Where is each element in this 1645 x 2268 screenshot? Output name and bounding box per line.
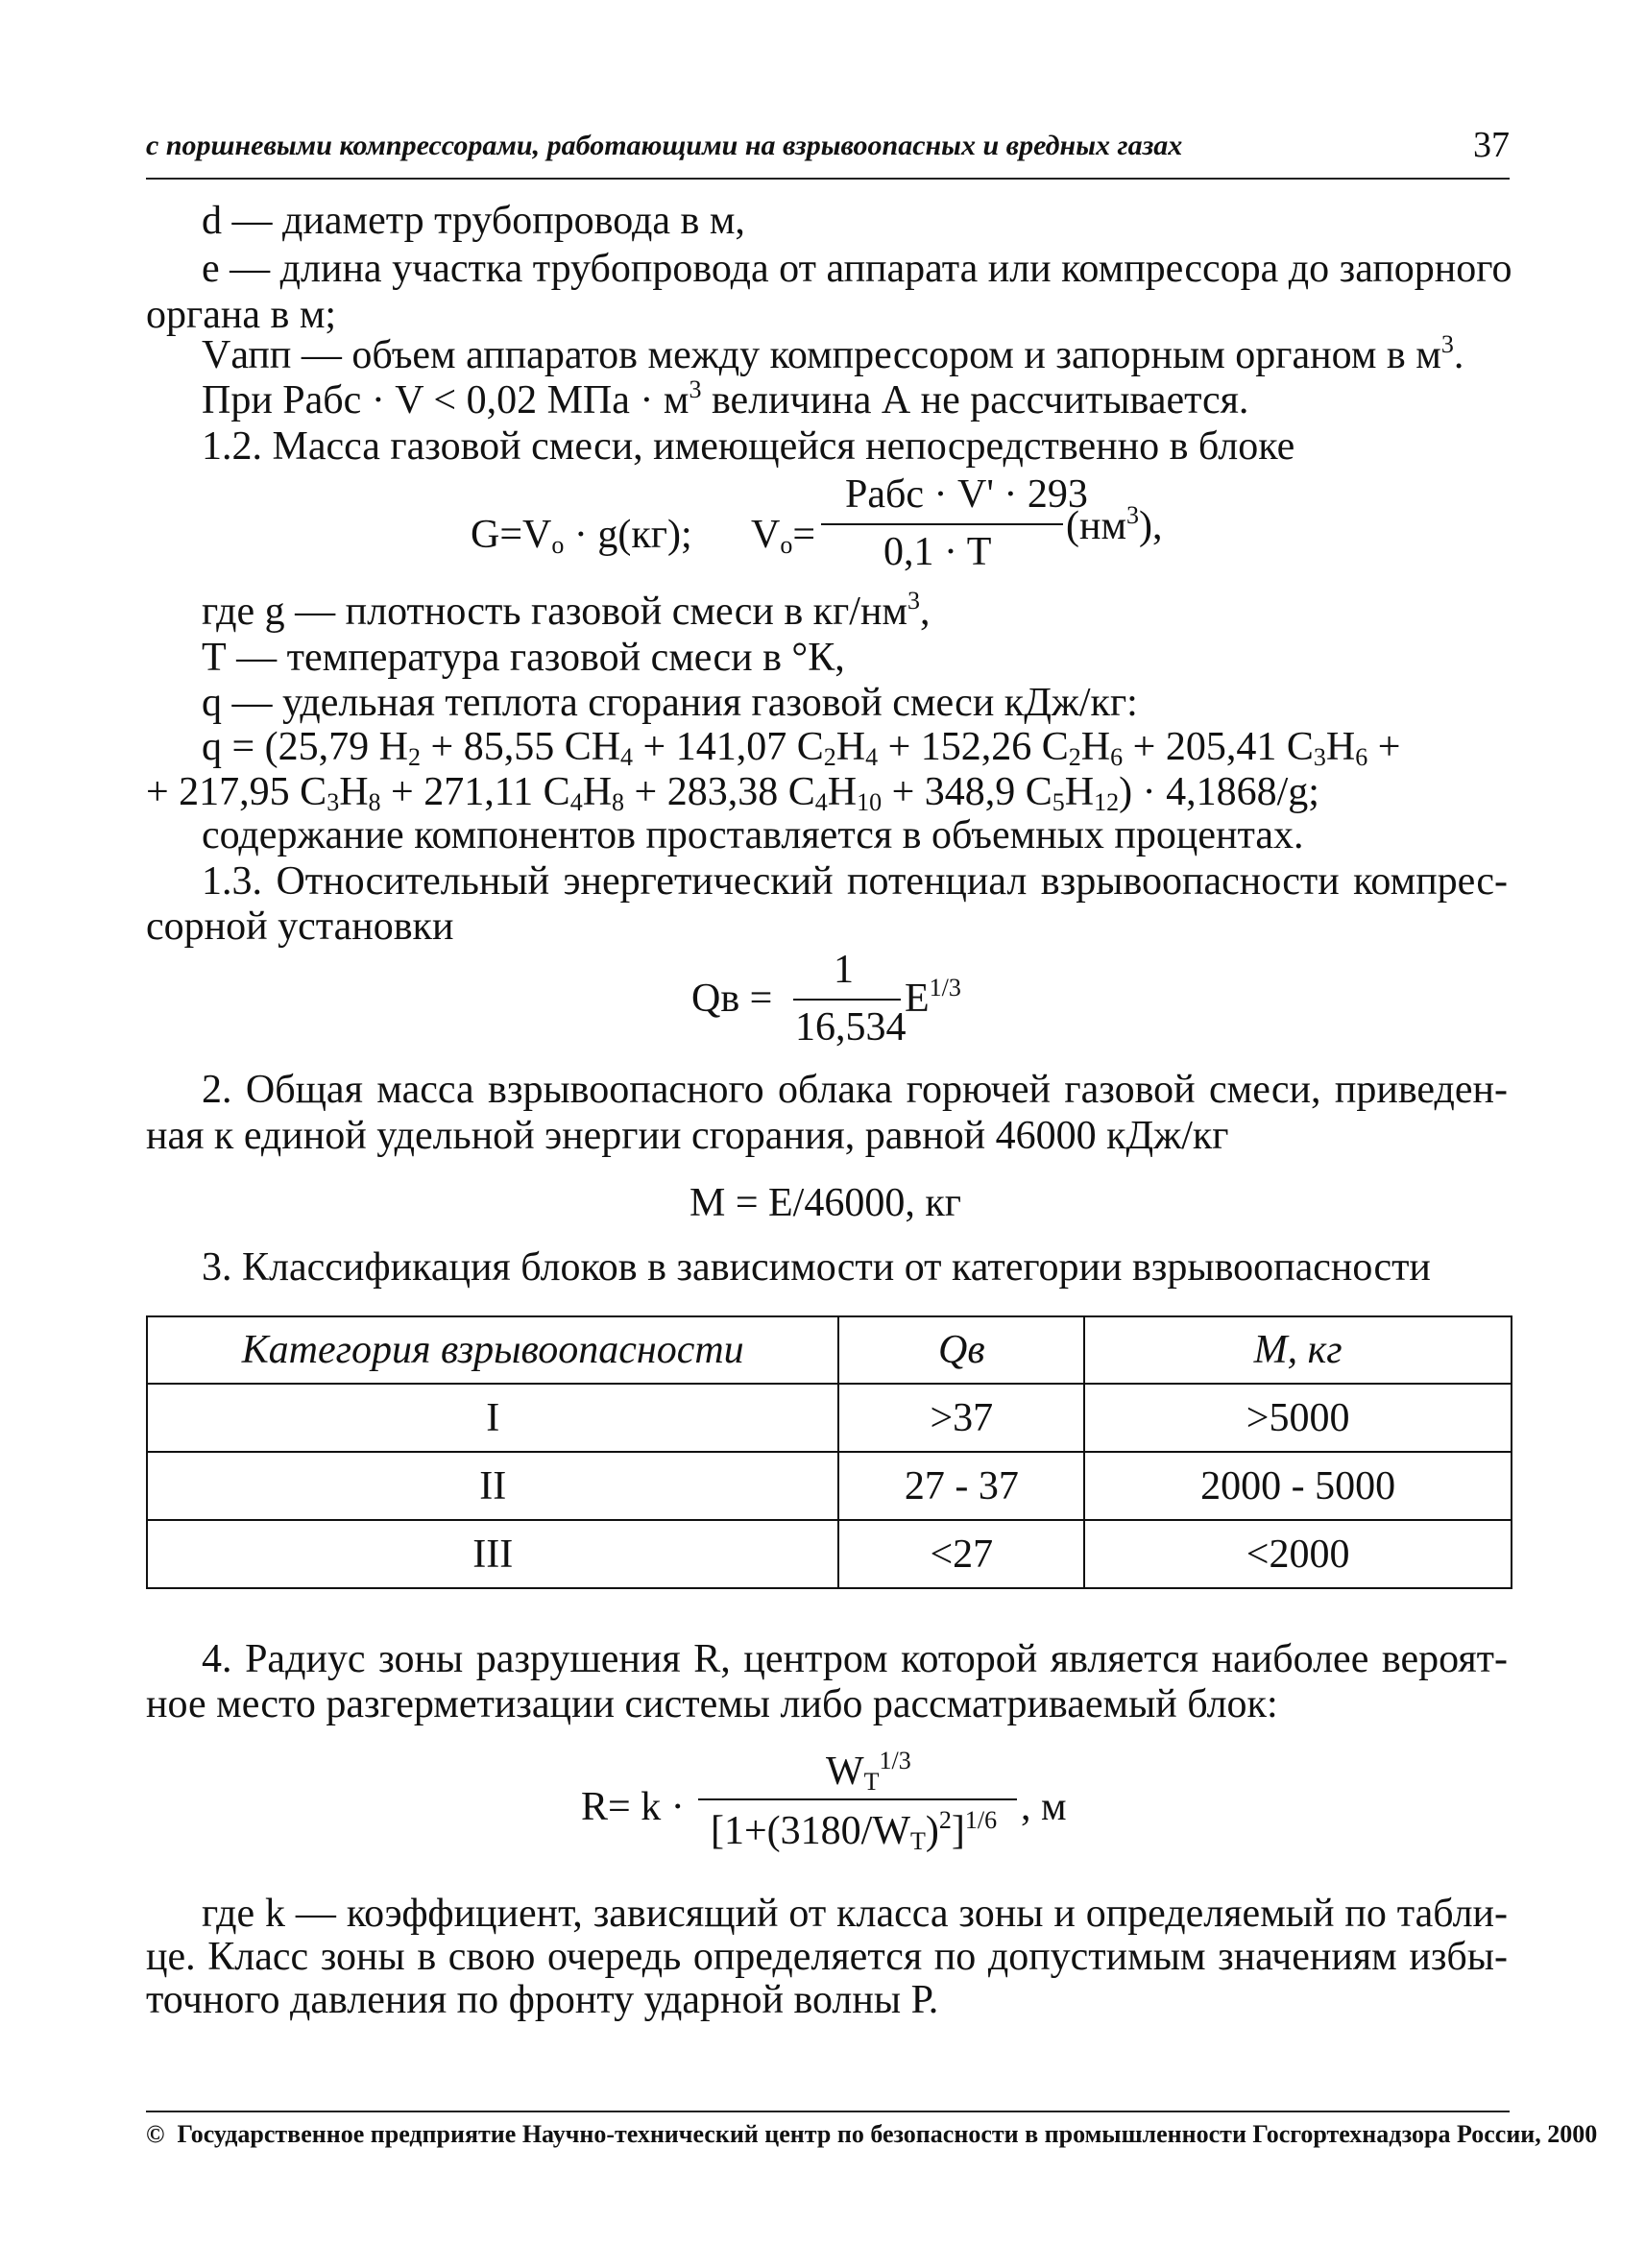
table-row bbox=[147, 1452, 1512, 1520]
v0-symbol: V bbox=[751, 513, 781, 557]
r-den-sub: T bbox=[909, 1827, 926, 1855]
r-denominator bbox=[711, 1807, 997, 1855]
r-den-b: ) bbox=[925, 1809, 939, 1853]
vapp-sup: 3 bbox=[1440, 330, 1454, 358]
formula-g-left bbox=[471, 511, 692, 559]
v0-unit bbox=[1066, 502, 1163, 550]
q-formula-1-text: H bbox=[1080, 725, 1111, 769]
footer-rule bbox=[146, 2111, 1510, 2112]
q-formula-1-text: + bbox=[1367, 725, 1401, 769]
vapp-end: . bbox=[1453, 333, 1464, 377]
footer-text: Государственное предприятие Научно-технический центр по безопасности в промышленности Госгортехнадзора России, 2000 bbox=[177, 2120, 1598, 2148]
q-formula-2-text: + 348,9 C bbox=[882, 770, 1052, 814]
r-num-w: W bbox=[826, 1749, 864, 1794]
vapp-definition bbox=[202, 331, 1464, 379]
q-formula-1-subscript: 4 bbox=[620, 743, 634, 771]
r-den-sup2: 1/6 bbox=[964, 1806, 998, 1834]
q-formula-2-subscript: 5 bbox=[1052, 788, 1065, 816]
table-cell: III bbox=[147, 1520, 838, 1588]
q-formula-2-subscript: 10 bbox=[857, 788, 883, 816]
header-qv: Qв bbox=[838, 1316, 1084, 1384]
q-formula-1-subscript: 2 bbox=[1068, 743, 1081, 771]
q-formula-1-text: H bbox=[1325, 725, 1356, 769]
pabs-text-b: величина А не рассчитывается. bbox=[701, 378, 1249, 422]
section-3: 3. Классификация блоков в зависимости от категории взрывоопасности bbox=[202, 1245, 1431, 1290]
table-cell: 2000 - 5000 bbox=[1084, 1452, 1512, 1520]
pabs-condition bbox=[202, 376, 1248, 424]
table-header-row bbox=[147, 1316, 1512, 1384]
page-number: 37 bbox=[1473, 125, 1510, 165]
header-mass: M, кг bbox=[1084, 1316, 1512, 1384]
q-formula-1-subscript: 2 bbox=[823, 743, 836, 771]
g-lhs-rest: · g(кг); bbox=[564, 513, 692, 557]
v0-fraction-bar bbox=[821, 523, 1063, 525]
v0-unit-a: (нм bbox=[1066, 504, 1127, 548]
q-formula-1-text: q = (25,79 H bbox=[202, 725, 409, 769]
r-num-sub: T bbox=[863, 1768, 880, 1796]
q-formula-2-text: + 271,11 C bbox=[380, 770, 570, 814]
q-formula-line-1 bbox=[202, 723, 1400, 771]
qv-rhs bbox=[905, 975, 961, 1023]
k-definition-line-3: точного давления по фронту ударной волны Р. bbox=[146, 1978, 939, 2022]
q-formula-2-text: H bbox=[582, 770, 613, 814]
header-title: с поршневыми компрессорами, работающими на взрывоопасных и вредных газах bbox=[146, 130, 1183, 161]
r-unit: , м bbox=[1021, 1785, 1067, 1829]
r-lhs: R= k · bbox=[581, 1785, 685, 1829]
q-formula-2-subscript: 4 bbox=[569, 788, 583, 816]
r-numerator bbox=[826, 1748, 911, 1796]
section-4-line-2: ное место разгерметизации системы либо рассматриваемый блок: bbox=[146, 1682, 1278, 1726]
d-definition: d — диаметр трубопровода в м, bbox=[202, 199, 745, 243]
e-definition-line-1: е — длина участка трубопровода от аппарата или компрессора до запорного bbox=[202, 247, 1512, 291]
q-formula-2-subscript: 12 bbox=[1094, 788, 1120, 816]
section-4-line-1: 4. Радиус зоны разрушения R, центром которой является наиболее вероят- bbox=[202, 1637, 1508, 1681]
g-lhs: G=V bbox=[471, 513, 552, 557]
qv-fraction-bar bbox=[793, 999, 901, 1001]
section-2-line-2: ная к единой удельной энергии сгорания, равной 46000 кДж/кг bbox=[146, 1114, 1229, 1158]
table-row bbox=[147, 1520, 1512, 1588]
qv-lhs: Qв = bbox=[691, 977, 773, 1021]
section-1-2: 1.2. Масса газовой смеси, имеющейся непосредственно в блоке bbox=[202, 424, 1295, 469]
g-definition bbox=[202, 588, 931, 636]
q-formula-1-subscript: 2 bbox=[408, 743, 422, 771]
table-row bbox=[147, 1384, 1512, 1452]
pabs-sup: 3 bbox=[689, 375, 702, 403]
section-1-3-line-1: 1.3. Относительный энергетический потенциал взрывоопасности компрес- bbox=[202, 859, 1508, 904]
r-den-a: [1+(3180/W bbox=[711, 1809, 910, 1853]
v0-unit-b: ), bbox=[1139, 504, 1163, 548]
table-cell: <2000 bbox=[1084, 1520, 1512, 1588]
r-den-sup1: 2 bbox=[938, 1806, 952, 1834]
g-def-text: где g — плотность газовой смеси в кг/нм bbox=[202, 590, 907, 634]
q-formula-line-2 bbox=[146, 768, 1319, 816]
g-lhs-sub: o bbox=[551, 531, 565, 559]
v0-denominator: 0,1 · T bbox=[883, 530, 992, 574]
qv-e-sup: 1/3 bbox=[929, 974, 961, 1001]
v0-eq: = bbox=[792, 513, 816, 557]
q-formula-2-subscript: 4 bbox=[814, 788, 828, 816]
q-formula-1-text: + 152,26 C bbox=[878, 725, 1069, 769]
q-formula-2-subscript: 8 bbox=[368, 788, 381, 816]
qv-e: E bbox=[905, 977, 930, 1021]
g-def-end: , bbox=[920, 590, 931, 634]
r-fraction-bar bbox=[698, 1798, 1017, 1800]
table-cell: >5000 bbox=[1084, 1384, 1512, 1452]
v0-numerator: Рабс · V' · 293 bbox=[845, 472, 1088, 517]
r-num-sup: 1/3 bbox=[879, 1747, 911, 1774]
v0-unit-sup: 3 bbox=[1126, 501, 1140, 529]
header-category: Категория взрывоопасности bbox=[147, 1316, 838, 1384]
pabs-text-a: При Рабс · V < 0,02 МПа · м bbox=[202, 378, 689, 422]
q-definition: q — удельная теплота сгорания газовой смеси кДж/кг: bbox=[202, 681, 1138, 725]
q-formula-2-subscript: 8 bbox=[612, 788, 625, 816]
q-formula-2-subscript: 3 bbox=[327, 788, 340, 816]
classification-table bbox=[146, 1315, 1512, 1589]
g-def-sup: 3 bbox=[907, 587, 920, 615]
q-formula-1-subscript: 3 bbox=[1313, 743, 1326, 771]
table-cell: I bbox=[147, 1384, 838, 1452]
q-formula-1-subscript: 6 bbox=[1355, 743, 1368, 771]
q-formula-2-text: H bbox=[1064, 770, 1095, 814]
q-formula-1-text: H bbox=[835, 725, 866, 769]
e-definition-line-2: органа в м; bbox=[146, 293, 337, 337]
vapp-text: Vапп — объем аппаратов между компрессором и запорным органом в м bbox=[202, 333, 1441, 377]
qv-denominator: 16,534 bbox=[795, 1005, 907, 1050]
qv-numerator: 1 bbox=[834, 948, 854, 992]
running-header bbox=[146, 125, 1510, 180]
q-formula-2-text: ) · 4,1868/g; bbox=[1119, 770, 1319, 814]
q-formula-1-subscript: 6 bbox=[1110, 743, 1124, 771]
k-definition-line-1: где k — коэффициент, зависящий от класса зоны и определяемый по табли- bbox=[202, 1892, 1508, 1936]
table-cell: <27 bbox=[838, 1520, 1084, 1588]
q-formula-1-text: + 205,41 C bbox=[1123, 725, 1314, 769]
q-formula-2-text: + 283,38 C bbox=[624, 770, 815, 814]
r-den-c: ] bbox=[951, 1809, 965, 1853]
q-formula-1-text: + 141,07 C bbox=[633, 725, 824, 769]
table-cell: 27 - 37 bbox=[838, 1452, 1084, 1520]
v0-sub: o bbox=[780, 531, 793, 559]
formula-v0-lhs bbox=[751, 511, 815, 559]
copyright-icon: © bbox=[146, 2120, 165, 2148]
q-formula-1-text: + 85,55 CH bbox=[421, 725, 621, 769]
q-formula-2-text: + 217,95 C bbox=[146, 770, 327, 814]
footer bbox=[146, 2120, 1597, 2149]
k-definition-line-2: це. Класс зоны в свою очередь определяется по допустимым значениям избы- bbox=[146, 1935, 1508, 1979]
q-formula-2-text: H bbox=[339, 770, 369, 814]
q-formula-1-subscript: 4 bbox=[865, 743, 879, 771]
q-formula-2-text: H bbox=[827, 770, 858, 814]
section-1-3-line-2: сорной установки bbox=[146, 905, 454, 949]
content-note: содержание компонентов проставляется в объемных процентах. bbox=[202, 813, 1304, 857]
table-cell: II bbox=[147, 1452, 838, 1520]
table-cell: >37 bbox=[838, 1384, 1084, 1452]
t-definition: Т — температура газовой смеси в °К, bbox=[202, 636, 845, 680]
section-2-line-1: 2. Общая масса взрывоопасного облака горючей газовой смеси, приведен- bbox=[202, 1068, 1508, 1112]
m-formula: М = Е/46000, кг bbox=[689, 1181, 961, 1225]
